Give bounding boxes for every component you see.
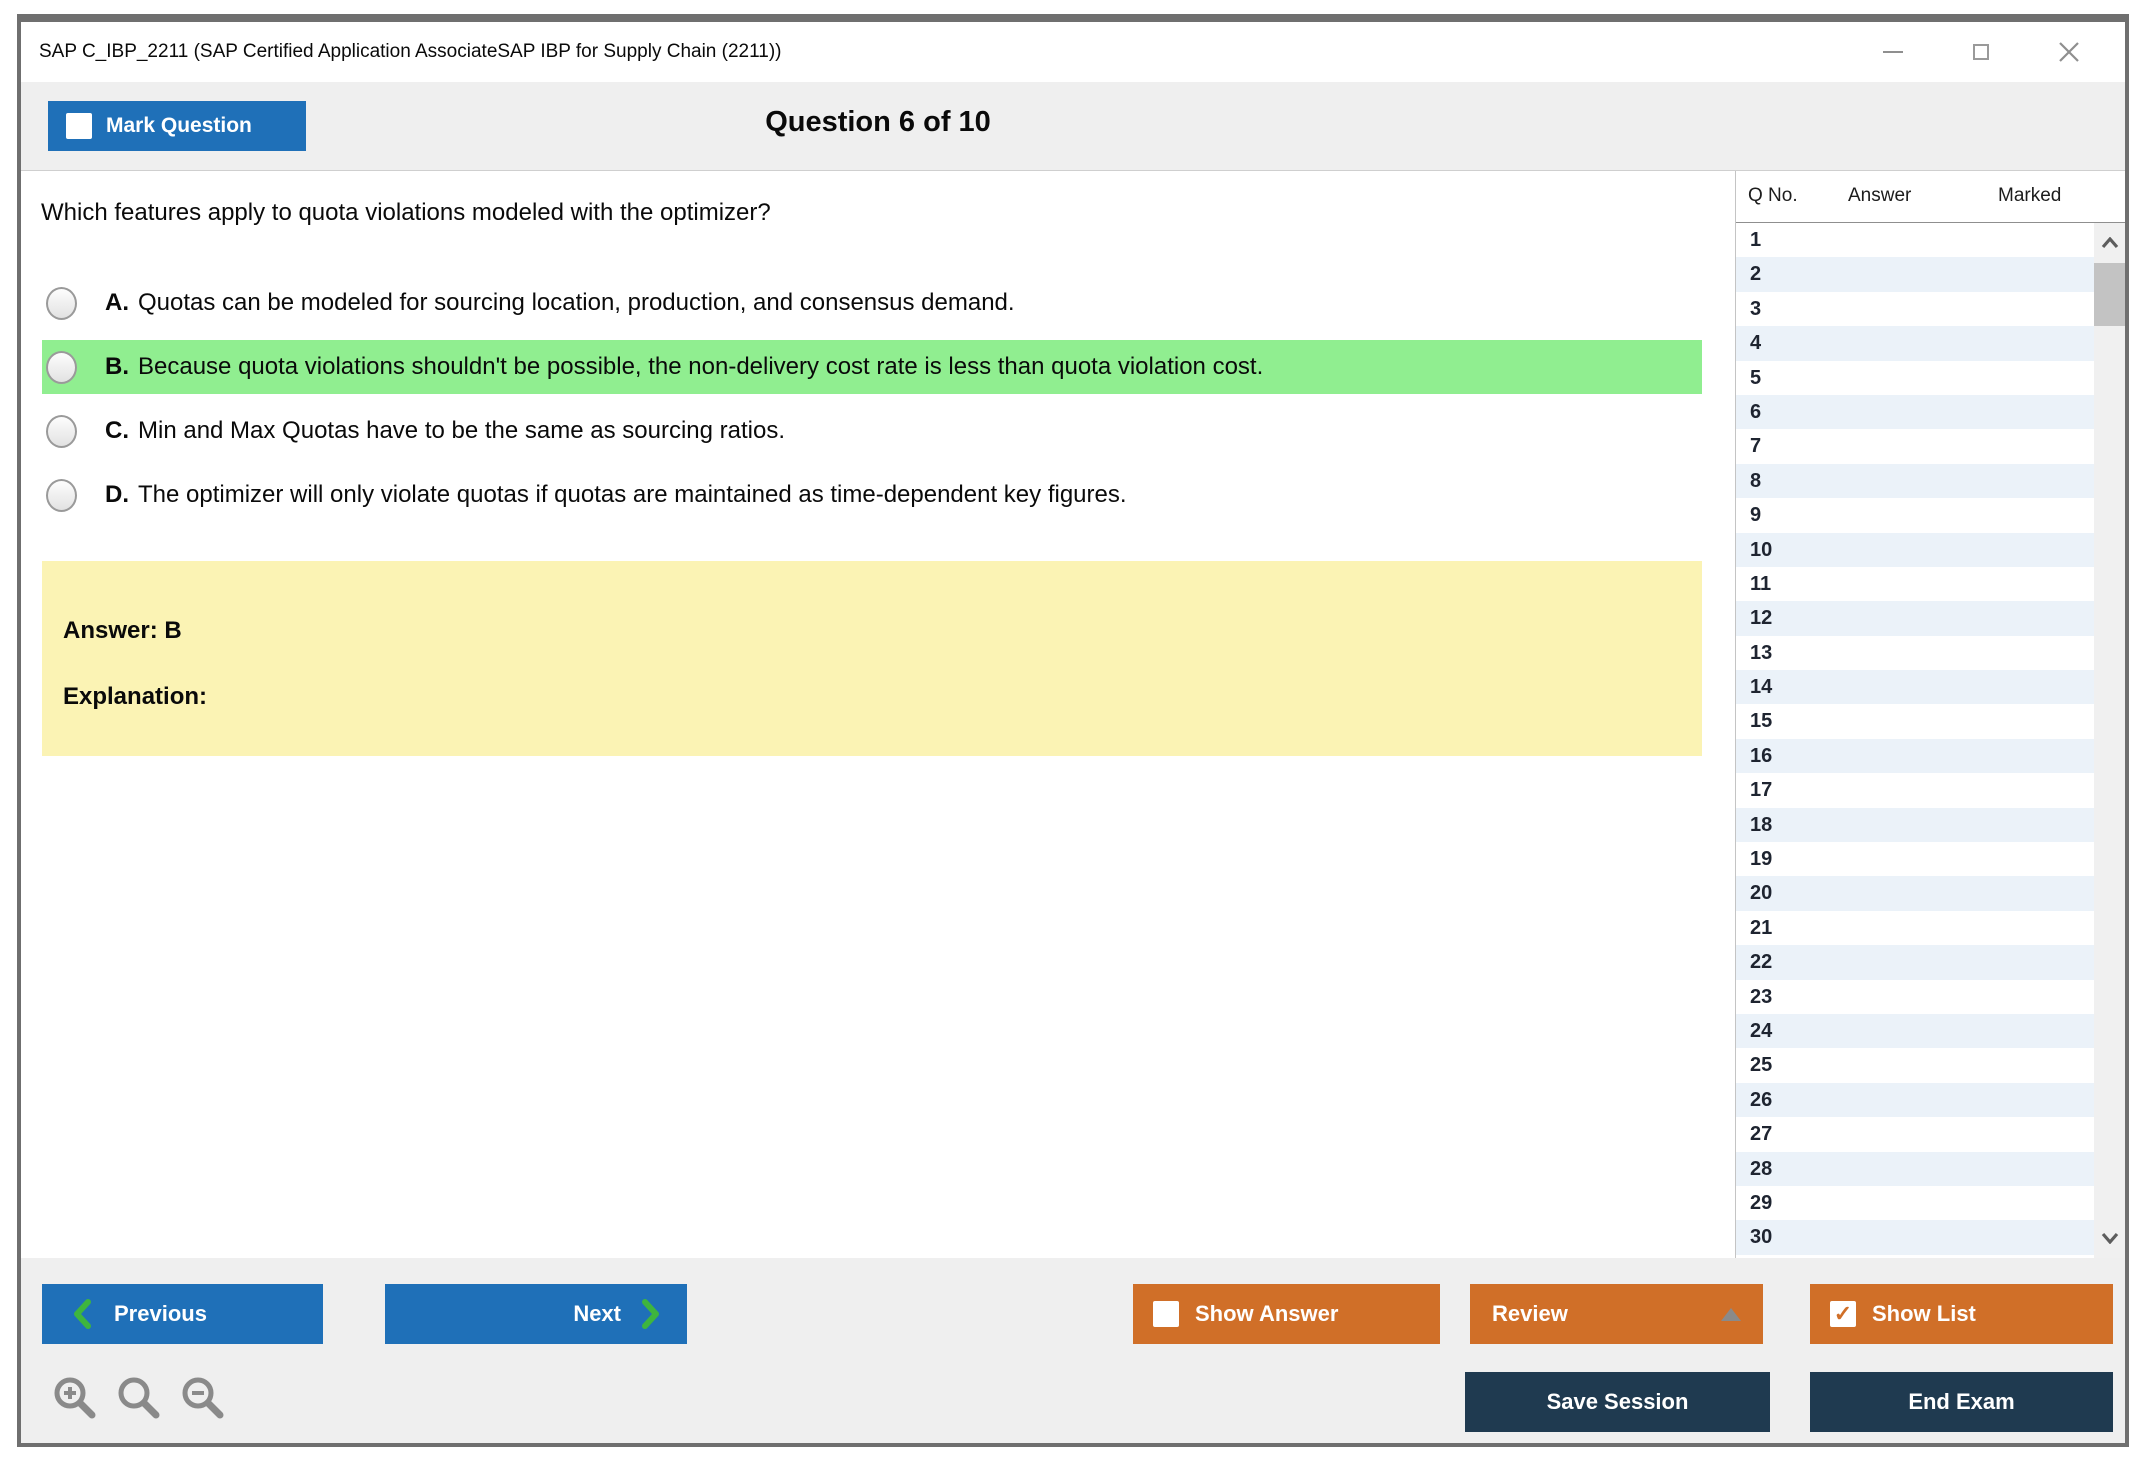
review-button[interactable] bbox=[1470, 1284, 1763, 1344]
list-row-number: 15 bbox=[1750, 710, 1773, 733]
end-exam-button[interactable] bbox=[1810, 1372, 2113, 1432]
end-exam-label: End Exam bbox=[1908, 1389, 2015, 1414]
mark-question-label: Mark Question bbox=[106, 114, 252, 137]
option-a-body: Quotas can be modeled for sourcing location, production, and consensus demand. bbox=[138, 289, 1015, 316]
option-d-text bbox=[105, 481, 1127, 509]
list-row[interactable] bbox=[1736, 326, 2094, 360]
list-row-number: 28 bbox=[1750, 1157, 1773, 1180]
question-list-header bbox=[1736, 171, 2125, 223]
save-session-button[interactable] bbox=[1465, 1372, 1770, 1432]
question-list-body bbox=[1736, 223, 2125, 1258]
list-row[interactable] bbox=[1736, 292, 2094, 326]
column-marked: Marked bbox=[1998, 185, 2062, 206]
magnifier-icon[interactable] bbox=[115, 1374, 163, 1422]
list-row-number: 9 bbox=[1750, 504, 1762, 527]
list-row[interactable] bbox=[1736, 808, 2094, 842]
app-window bbox=[17, 14, 2129, 1447]
zoom-out-icon[interactable] bbox=[179, 1374, 227, 1422]
list-row[interactable] bbox=[1736, 1220, 2094, 1254]
list-row-number: 3 bbox=[1750, 297, 1762, 320]
list-row-number: 19 bbox=[1750, 848, 1773, 871]
option-c-letter: C. bbox=[105, 417, 129, 444]
option-d[interactable] bbox=[42, 468, 1702, 522]
content-area bbox=[21, 170, 2125, 1258]
show-list-label: Show List bbox=[1872, 1301, 1976, 1326]
list-row[interactable] bbox=[1736, 464, 2094, 498]
list-row[interactable] bbox=[1736, 1117, 2094, 1151]
list-row-number: 6 bbox=[1750, 400, 1762, 423]
option-a-radio[interactable] bbox=[46, 287, 77, 320]
answer-panel bbox=[42, 561, 1702, 756]
zoom-toolbar bbox=[51, 1374, 227, 1422]
checkmark-icon: ✓ bbox=[1833, 1301, 1853, 1326]
next-label: Next bbox=[573, 1301, 621, 1326]
chevron-right-icon bbox=[641, 1299, 661, 1329]
chevron-up-icon bbox=[2101, 237, 2119, 249]
question-list-rows bbox=[1736, 223, 2094, 1258]
list-row[interactable] bbox=[1736, 876, 2094, 910]
save-session-label: Save Session bbox=[1546, 1389, 1689, 1414]
list-row[interactable] bbox=[1736, 498, 2094, 532]
list-row[interactable] bbox=[1736, 1186, 2094, 1220]
list-row-number: 16 bbox=[1750, 744, 1773, 767]
list-row-number: 8 bbox=[1750, 469, 1762, 492]
triangle-up-icon bbox=[1721, 1308, 1741, 1321]
chevron-down-icon bbox=[2101, 1232, 2119, 1244]
minimize-icon bbox=[1883, 51, 1903, 53]
list-row-number: 23 bbox=[1750, 985, 1773, 1008]
show-answer-label: Show Answer bbox=[1195, 1301, 1339, 1326]
scroll-down-button[interactable] bbox=[2094, 1222, 2125, 1254]
zoom-in-icon[interactable] bbox=[51, 1374, 99, 1422]
chevron-left-icon bbox=[72, 1299, 92, 1329]
list-row-number: 5 bbox=[1750, 366, 1762, 389]
column-answer: Answer bbox=[1848, 185, 1912, 206]
list-row-number: 24 bbox=[1750, 1019, 1773, 1042]
window-title: SAP C_IBP_2211 (SAP Certified Application AssociateSAP IBP for Supply Chain (2211)) bbox=[39, 41, 782, 62]
list-row-number: 1 bbox=[1750, 229, 1762, 251]
list-row[interactable] bbox=[1736, 636, 2094, 670]
option-c-body: Min and Max Quotas have to be the same as sourcing ratios. bbox=[138, 417, 786, 444]
list-row-number: 13 bbox=[1750, 641, 1773, 664]
show-answer-button[interactable] bbox=[1133, 1284, 1440, 1344]
list-row[interactable] bbox=[1736, 223, 2094, 257]
option-a-text bbox=[105, 289, 1015, 317]
option-c-radio[interactable] bbox=[46, 415, 77, 448]
answer-label: Answer: B bbox=[63, 617, 182, 644]
list-row[interactable] bbox=[1736, 533, 2094, 567]
option-b-radio[interactable] bbox=[46, 351, 77, 384]
show-list-button[interactable] bbox=[1810, 1284, 2113, 1344]
column-qno: Q No. bbox=[1748, 185, 1798, 206]
list-row[interactable] bbox=[1736, 567, 2094, 601]
list-row-number: 11 bbox=[1750, 572, 1772, 595]
list-row[interactable] bbox=[1736, 911, 2094, 945]
scroll-up-button[interactable] bbox=[2094, 227, 2125, 259]
header-bar bbox=[21, 82, 2125, 170]
bottom-bar bbox=[21, 1258, 2125, 1443]
list-row[interactable] bbox=[1736, 1083, 2094, 1117]
list-row-number: 27 bbox=[1750, 1123, 1773, 1146]
option-c[interactable] bbox=[42, 404, 1702, 458]
list-row-number: 30 bbox=[1750, 1226, 1773, 1249]
list-row-number: 7 bbox=[1750, 435, 1762, 458]
list-row-number: 10 bbox=[1750, 538, 1773, 561]
previous-button[interactable] bbox=[42, 1284, 323, 1344]
list-row-number: 14 bbox=[1750, 676, 1773, 699]
question-text: Which features apply to quota violations modeled with the optimizer? bbox=[41, 199, 771, 226]
option-b-text bbox=[105, 353, 1263, 381]
list-row-number: 29 bbox=[1750, 1191, 1773, 1214]
list-row[interactable] bbox=[1736, 1152, 2094, 1186]
next-button[interactable] bbox=[385, 1284, 687, 1344]
option-d-body: The optimizer will only violate quotas if quotas are maintained as time-dependent key figures. bbox=[138, 481, 1127, 508]
option-a[interactable] bbox=[42, 276, 1702, 330]
window-controls bbox=[1867, 22, 2095, 82]
list-row[interactable] bbox=[1736, 670, 2094, 704]
list-row-number: 4 bbox=[1750, 332, 1762, 355]
option-d-radio[interactable] bbox=[46, 479, 77, 512]
list-row-number: 18 bbox=[1750, 813, 1773, 836]
question-counter: Question 6 of 10 bbox=[765, 106, 991, 138]
option-c-text bbox=[105, 417, 785, 445]
option-d-letter: D. bbox=[105, 481, 129, 508]
list-row-number: 12 bbox=[1750, 607, 1773, 630]
list-row[interactable] bbox=[1736, 704, 2094, 738]
list-row[interactable] bbox=[1736, 257, 2094, 291]
question-area bbox=[21, 171, 1735, 1258]
close-icon bbox=[2058, 41, 2080, 63]
titlebar bbox=[21, 22, 2125, 82]
list-row-number: 20 bbox=[1750, 882, 1773, 905]
explanation-label: Explanation: bbox=[63, 683, 208, 710]
option-a-letter: A. bbox=[105, 289, 129, 316]
list-row-number: 22 bbox=[1750, 951, 1773, 974]
scrollbar-thumb[interactable] bbox=[2094, 263, 2125, 326]
list-row[interactable] bbox=[1736, 601, 2094, 635]
list-row[interactable] bbox=[1736, 739, 2094, 773]
question-list-scrollbar[interactable] bbox=[2094, 223, 2125, 1258]
show-list-checkbox[interactable] bbox=[1830, 1301, 1856, 1327]
option-b[interactable] bbox=[42, 340, 1702, 394]
list-row-number: 26 bbox=[1750, 1088, 1773, 1111]
list-row[interactable] bbox=[1736, 1048, 2094, 1082]
list-row[interactable] bbox=[1736, 980, 2094, 1014]
maximize-icon bbox=[1973, 44, 1989, 60]
list-row[interactable] bbox=[1736, 945, 2094, 979]
list-row[interactable] bbox=[1736, 395, 2094, 429]
list-row[interactable] bbox=[1736, 361, 2094, 395]
maximize-button[interactable] bbox=[1955, 29, 2007, 75]
show-answer-checkbox[interactable] bbox=[1153, 1301, 1179, 1327]
previous-label: Previous bbox=[114, 1301, 207, 1326]
close-button[interactable] bbox=[2043, 29, 2095, 75]
minimize-button[interactable] bbox=[1867, 29, 1919, 75]
list-row-number: 21 bbox=[1750, 916, 1773, 939]
list-row-number: 25 bbox=[1750, 1054, 1773, 1077]
list-row-number: 2 bbox=[1750, 263, 1762, 286]
list-row-number: 17 bbox=[1750, 779, 1773, 802]
list-row[interactable] bbox=[1736, 1014, 2094, 1048]
review-label: Review bbox=[1492, 1301, 1568, 1326]
list-row[interactable] bbox=[1736, 773, 2094, 807]
list-row[interactable] bbox=[1736, 842, 2094, 876]
question-list-panel bbox=[1735, 171, 2125, 1258]
list-row[interactable] bbox=[1736, 429, 2094, 463]
option-b-letter: B. bbox=[105, 353, 129, 380]
option-b-body: Because quota violations shouldn't be possible, the non-delivery cost rate is less than quota violation cost. bbox=[138, 353, 1264, 380]
